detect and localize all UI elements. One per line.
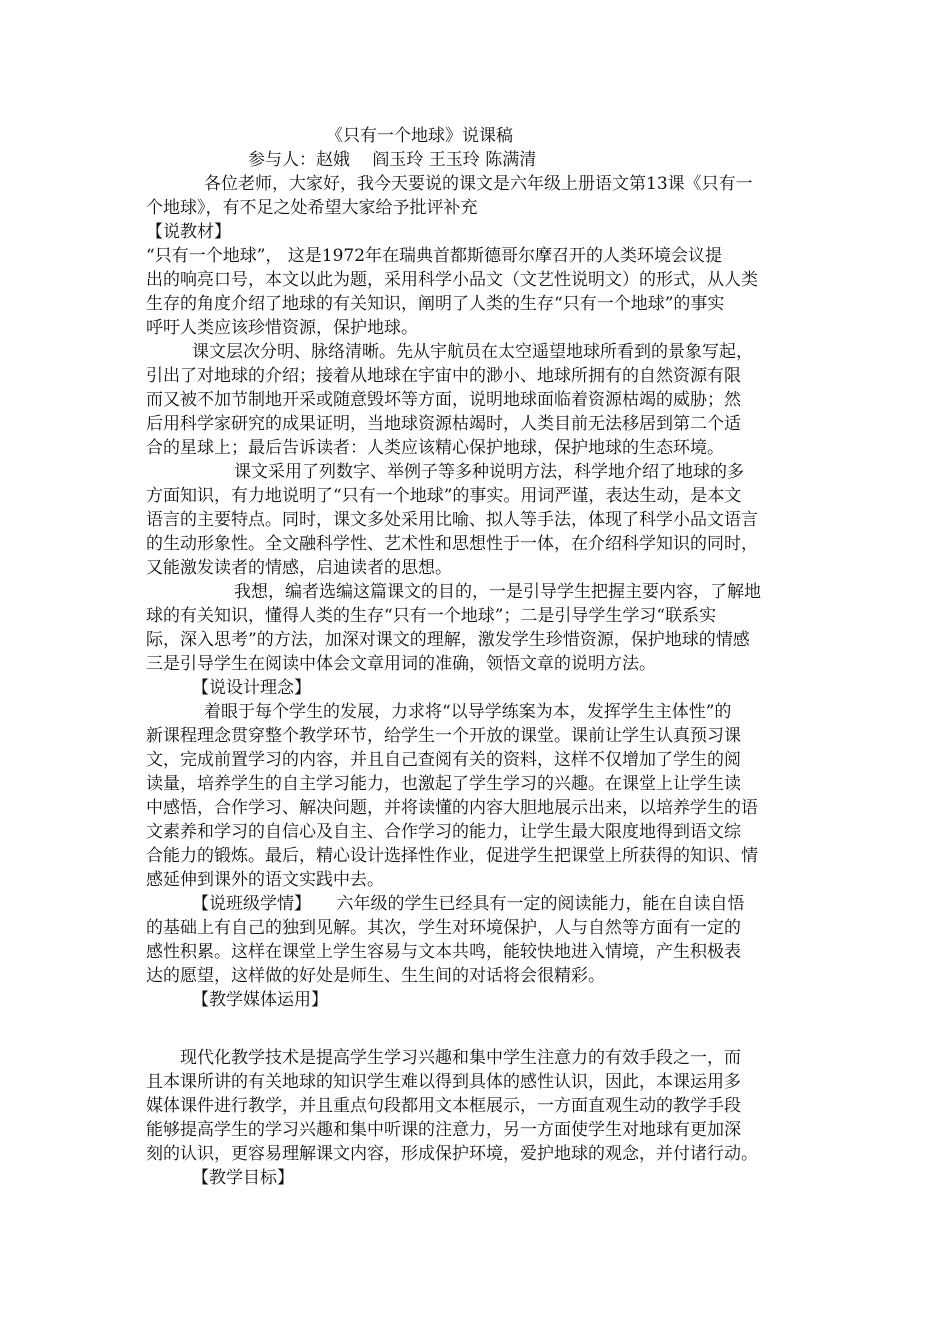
section-heading-design-concept: 【说设计理念】 <box>192 678 311 698</box>
body-line: 课文采用了列数字、举例子等多种说明方法，科学地介绍了地球的多 <box>234 462 744 482</box>
body-line: 感性积累。这样在课堂上学生容易与文本共鸣，能较快地进入情境，产生积极表 <box>146 942 741 962</box>
body-line: 球的有关知识，懂得人类的生存“只有一个地球”；二是引导学生学习“联系实 <box>146 606 717 626</box>
body-line: 刻的认识，更容易理解课文内容，形成保护环境，爱护地球的观念，并付诸行动。 <box>146 1144 758 1164</box>
body-line: 后用科学家研究的成果证明，当地球资源枯竭时，人类目前无法移居到第二个适 <box>146 414 741 434</box>
body-line: 三是引导学生在阅读中体会文章用词的准确，领悟文章的说明方法。 <box>146 654 656 674</box>
body-line: 的基础上有自己的独到见解。其次，学生对环境保护，人与自然等方面有一定的 <box>146 918 741 938</box>
body-line: 而又被不加节制地开采或随意毁坏等方面，说明地球面临着资源枯竭的威胁；然 <box>146 390 741 410</box>
body-line: 能够提高学生的学习兴趣和集中听课的注意力，另一方面使学生对地球有更加深 <box>146 1120 741 1140</box>
participants-line: 参与人：赵娥 阎玉玲 王玉玲 陈满清 <box>248 150 537 170</box>
body-line: 课文层次分明、脉络清晰。先从宇航员在太空遥望地球所看到的景象写起， <box>192 342 753 362</box>
body-line: 现代化教学技术是提高学生学习兴趣和集中学生注意力的有效手段之一，而 <box>180 1048 741 1068</box>
body-line: 个地球》，有不足之处希望大家给予批评补充 <box>146 198 478 218</box>
document-body <box>146 172 811 1190</box>
body-line: 合的星球上；最后告诉读者：人类应该精心保护地球，保护地球的生态环境。 <box>146 438 724 458</box>
body-line: 生存的角度介绍了地球的有关知识，阐明了人类的生存“只有一个地球”的事实 <box>146 294 725 314</box>
document-title: 《只有一个地球》说课稿 <box>326 126 513 146</box>
body-line: 合能力的锻炼。最后，精心设计选择性作业，促进学生把课堂上所获得的知识、情 <box>146 846 758 866</box>
body-line: 读量，培养学生的自主学习能力，也激起了学生学习的兴趣。在课堂上让学生读 <box>146 774 741 794</box>
body-line: 文素养和学习的自信心及自主、合作学习的能力，让学生最大限度地得到语文综 <box>146 822 741 842</box>
body-line: 达的愿望，这样做的好处是师生、生生间的对话将会很精彩。 <box>146 966 605 986</box>
body-line: 我想，编者选编这篇课文的目的，一是引导学生把握主要内容，了解地 <box>234 582 761 602</box>
section-heading-teaching-media: 【教学媒体运用】 <box>192 990 328 1010</box>
body-line: 且本课所讲的有关地球的知识学生难以得到具体的感性认识，因此，本课运用多 <box>146 1072 741 1092</box>
section-heading-class-situation: 【说班级学情】 六年级的学生已经具有一定的阅读能力，能在自读自悟 <box>192 894 745 914</box>
body-line: 各位老师，大家好，我今天要说的课文是六年级上册语文第13课《只有一 <box>204 174 753 194</box>
body-line: 文，完成前置学习的内容，并且自己查阅有关的资料，这样不仅增加了学生的阅 <box>146 750 741 770</box>
body-line: 的生动形象性。全文融科学性、艺术性和思想性于一体，在介绍科学知识的同时， <box>146 534 758 554</box>
body-line: 着眼于每个学生的发展，力求将“以导学练案为本，发挥学生主体性”的 <box>204 702 732 722</box>
body-line: 际，深入思考”的方法，加深对课文的理解，激发学生珍惜资源，保护地球的情感 <box>146 630 750 650</box>
body-line: “只有一个地球”， 这是1972年在瑞典首都斯德哥尔摩召开的人类环境会议提 <box>146 246 723 266</box>
section-heading-teaching-material: 【说教材】 <box>146 222 231 242</box>
body-line: 方面知识，有力地说明了“只有一个地球”的事实。用词严谨，表达生动，是本文 <box>146 486 742 506</box>
body-line: 又能激发读者的情感，启迪读者的思想。 <box>146 558 452 578</box>
body-line: 感延伸到课外的语文实践中去。 <box>146 870 384 890</box>
body-line: 引出了对地球的介绍；接着从地球在宇宙中的渺小、地球所拥有的自然资源有限 <box>146 366 741 386</box>
section-heading-teaching-goals: 【教学目标】 <box>192 1168 294 1188</box>
body-line: 媒体课件进行教学，并且重点句段都用文本框展示，一方面直观生动的教学手段 <box>146 1096 741 1116</box>
body-line: 语言的主要特点。同时，课文多处采用比喻、拟人等手法，体现了科学小品文语言 <box>146 510 758 530</box>
body-line: 呼吁人类应该珍惜资源，保护地球。 <box>146 318 418 338</box>
body-line: 新课程理念贯穿整个教学环节，给学生一个开放的课堂。课前让学生认真预习课 <box>146 726 741 746</box>
blank-line <box>146 1012 811 1046</box>
body-line: 出的响亮口号，本文以此为题，采用科学小品文（文艺性说明文）的形式，从人类 <box>146 270 758 290</box>
body-line: 中感悟，合作学习、解决问题，并将读懂的内容大胆地展示出来，以培养学生的语 <box>146 798 758 818</box>
